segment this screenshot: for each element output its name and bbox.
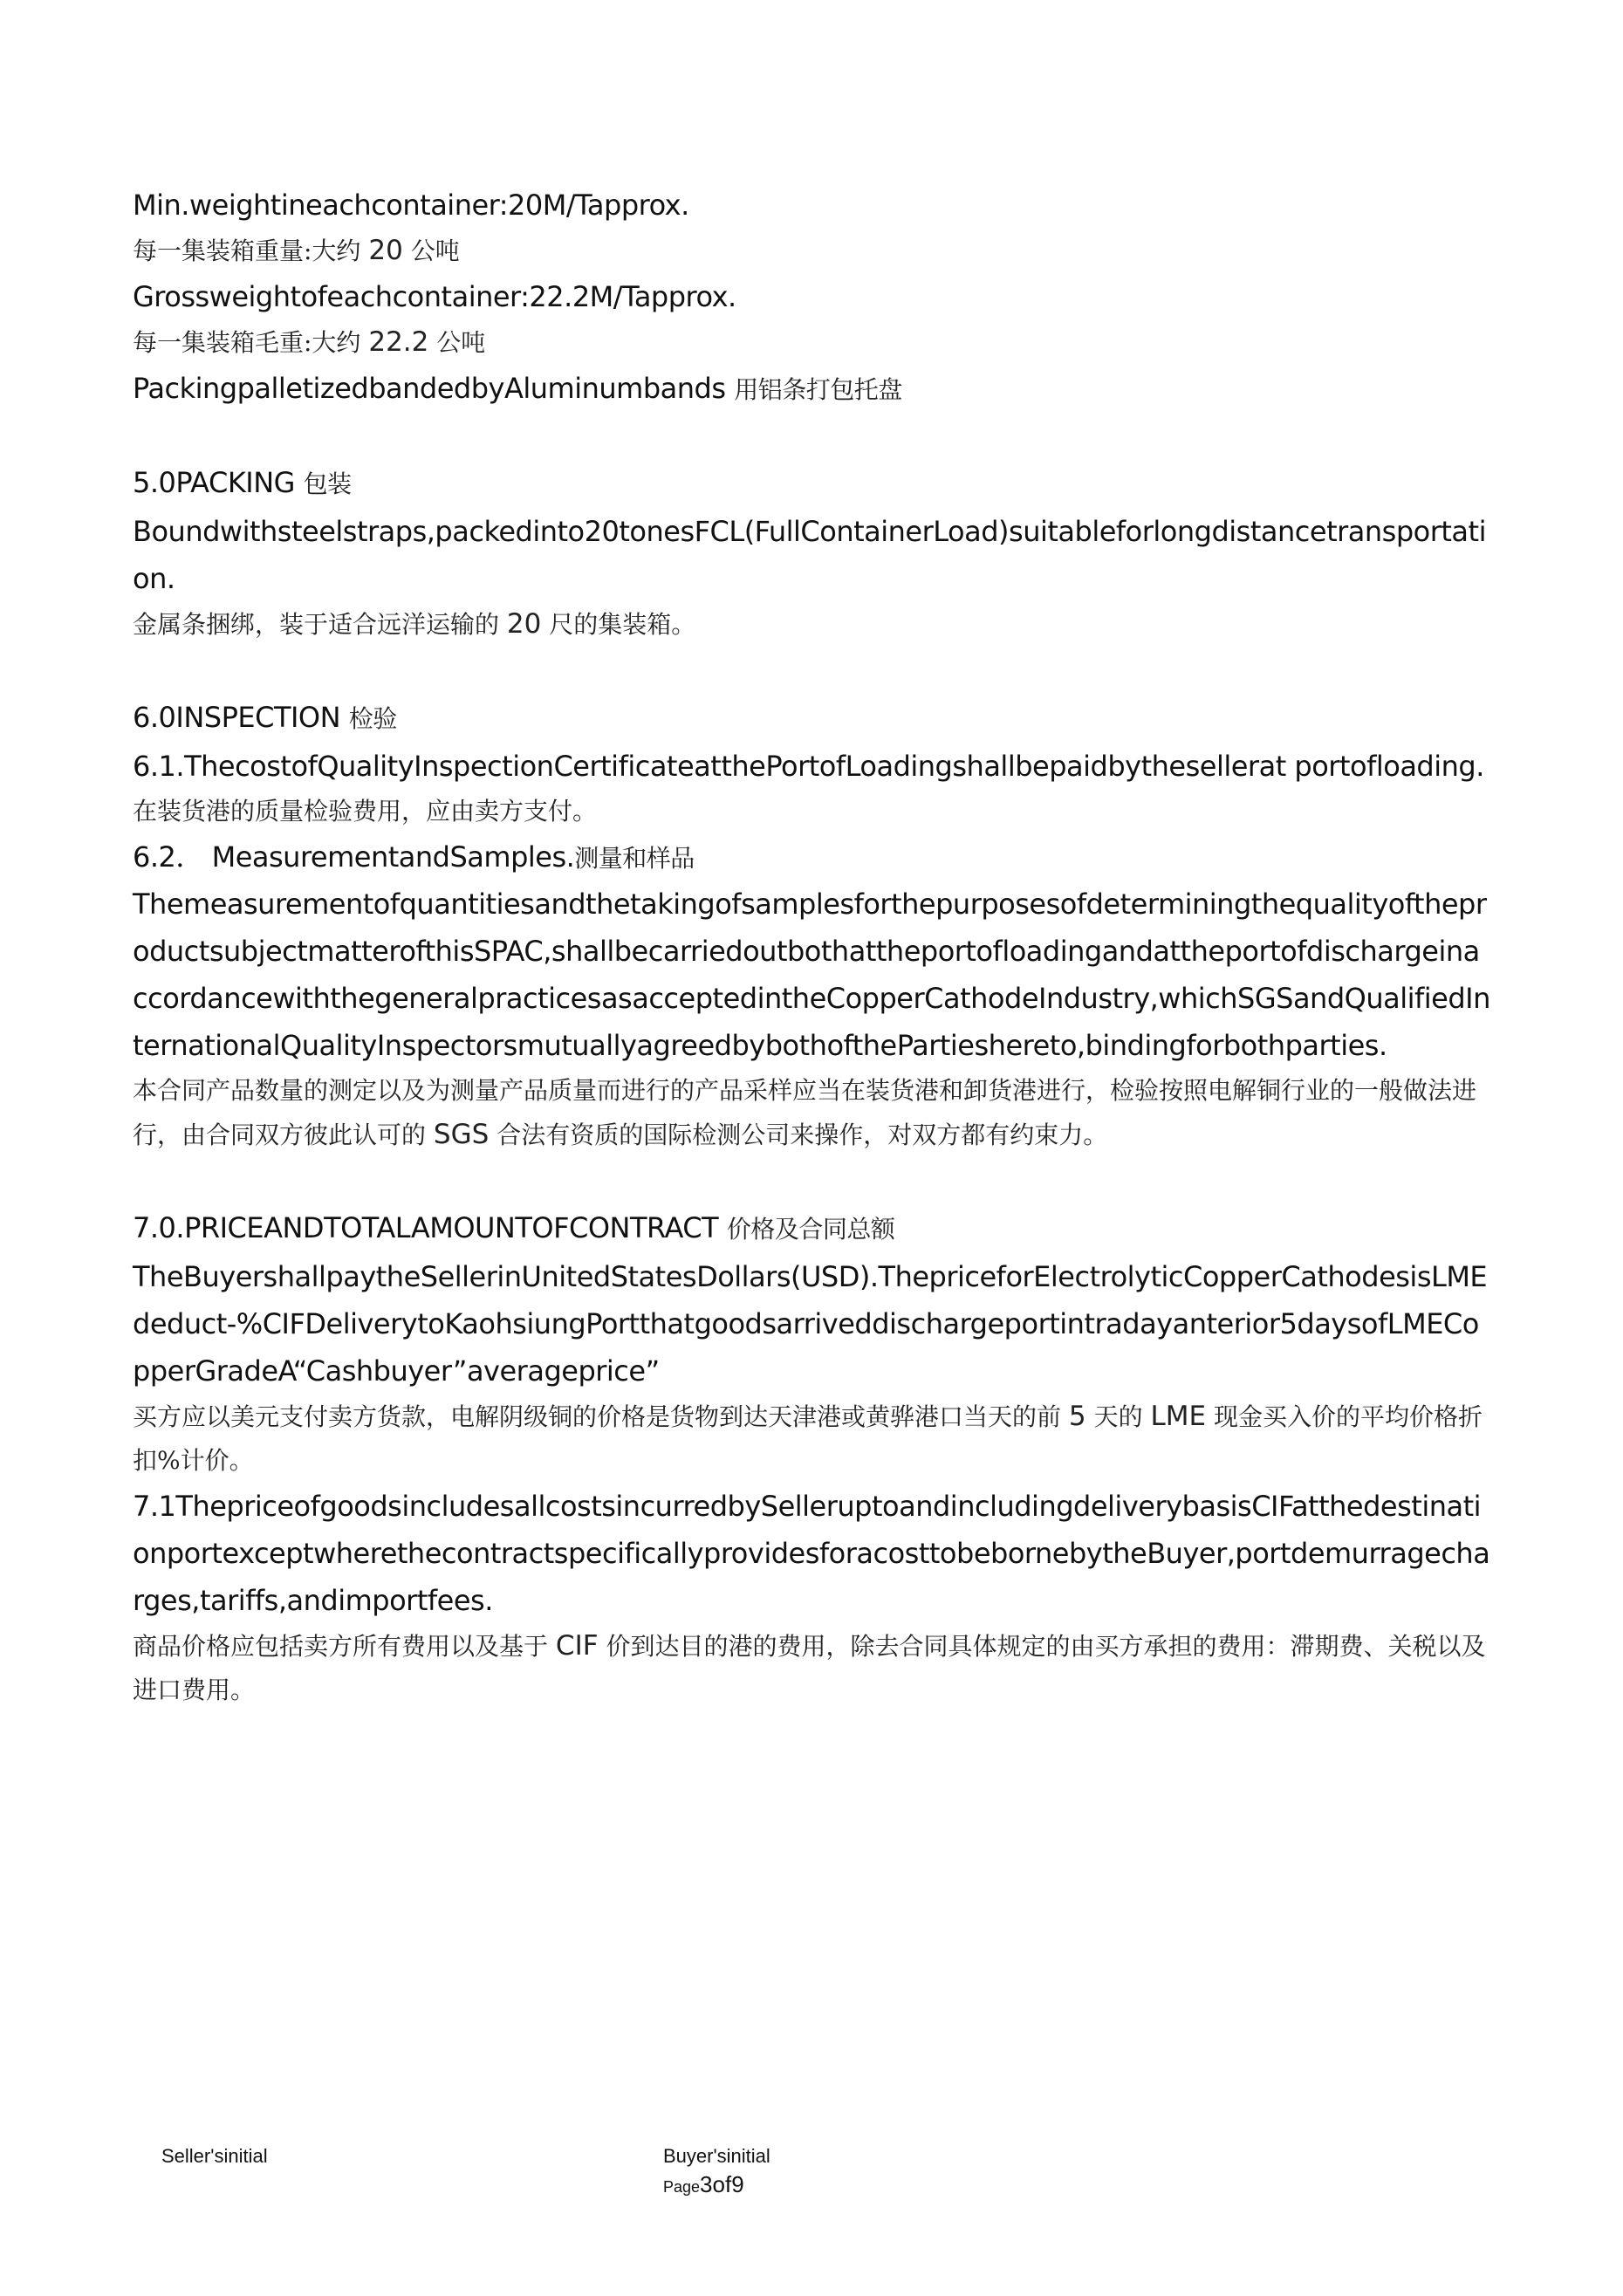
clause-7-1-zh xyxy=(133,1624,1494,1712)
clause-6-2-number: 6.2． xyxy=(133,840,203,874)
clause-6-2-body-zh-a: 本合同产品数量的测定以及为测量产品质量而进行的产品采样应当在装货港和卸货港进行，检验按照电解铜行业的一般做法进行，由合同双方彼此认可的 xyxy=(133,1076,1477,1149)
clause-7-1-zh-b: 价到达目的港的费用，除去合同具体规定的由买方承担的费用：滞期费、关税以及进口费用。 xyxy=(133,1632,1486,1704)
section-7-heading-zh: 价格及合同总额 xyxy=(726,1215,895,1244)
section-5-body-zh-number: 20 xyxy=(506,608,542,640)
section-5-heading-en: 5.0PACKING xyxy=(133,466,295,499)
min-weight-zh-unit: 公吨 xyxy=(410,236,460,265)
clause-6-2-title-en: MeasurementandSamples. xyxy=(211,840,575,874)
clause-6-2-body-zh xyxy=(133,1069,1494,1157)
section-6-heading-zh: 检验 xyxy=(348,704,397,733)
min-weight-zh xyxy=(133,229,1494,273)
gross-weight-zh-number: 22.2 xyxy=(368,326,429,358)
page-content xyxy=(133,182,1494,1712)
section-packing xyxy=(133,459,1494,647)
packing-line xyxy=(133,365,1494,412)
clause-6-1-zh: 在装货港的质量检验费用，应由卖方支付。 xyxy=(133,797,598,826)
section-7-body-zh-c: 现金买入价的平均价格折扣%计价。 xyxy=(133,1402,1483,1475)
buyer-initial-label: Buyer'sinitial xyxy=(663,2145,770,2167)
section-5-heading-zh: 包装 xyxy=(303,469,352,498)
clause-7-1-zh-a: 商品价格应包括卖方所有费用以及基于 xyxy=(133,1632,549,1661)
section-price xyxy=(133,1204,1494,1712)
section-7-heading xyxy=(133,1204,1494,1253)
section-5-heading xyxy=(133,459,1494,508)
seller-initial-label: Seller'sinitial xyxy=(161,2145,268,2167)
clause-6-2-title xyxy=(133,833,1494,881)
page-number-value: 3of9 xyxy=(700,2171,744,2197)
section-7-body-zh-lme: LME xyxy=(1150,1401,1207,1432)
clause-6-2-title-zh: 测量和样品 xyxy=(574,844,695,873)
min-weight-zh-label: 每一集装箱重量:大约 xyxy=(133,236,361,265)
section-6-heading xyxy=(133,694,1494,743)
section-7-body-zh-b: 天的 xyxy=(1093,1402,1143,1431)
min-weight-en: Min.weightineachcontainer:20M/Tapprox. xyxy=(133,188,689,222)
gross-weight-zh xyxy=(133,320,1494,365)
section-5-body-zh-b: 尺的集装箱。 xyxy=(549,610,696,639)
section-7-body-en: TheBuyershallpaytheSellerinUnitedStatesDollars(USD).ThepriceforElectrolyticCopperCathodesisLMEdeduct-%CIFDeliverytoKaohsiungPortthatgoodsarriveddischargeportintradayanterior5daysofLMECopperGradeA“Cashbuyer”averageprice” xyxy=(133,1260,1488,1388)
gross-weight-en: Grossweightofeachcontainer:22.2M/Tapprox. xyxy=(133,280,736,313)
gross-weight-zh-unit: 公吨 xyxy=(436,328,486,357)
clause-7-1-zh-cif: CIF xyxy=(555,1630,599,1662)
section-6-heading-en: 6.0INSPECTION xyxy=(133,701,341,734)
clause-6-2-body-zh-b: 合法有资质的国际检测公司来操作，对双方都有约束力。 xyxy=(496,1121,1108,1149)
clause-6-1-en: 6.1.ThecostofQualityInspectionCertificateatthePortofLoadingshallbepaidbythesellerat portofloading. xyxy=(133,750,1484,783)
section-7-body-zh-number: 5 xyxy=(1068,1401,1086,1432)
clause-6-2-body-zh-sgs: SGS xyxy=(433,1119,490,1150)
clause-7-1-en: 7.1ThepriceofgoodsincludesallcostsincurredbySelleruptoandincludingdeliverybasisCIFatthedestinationportexceptwherethecontractspecificallyprovidesforacosttobebornebytheBuyer,portdemurragecharges,tariffs,andimportfees. xyxy=(133,1490,1490,1617)
section-7-body-zh-a: 买方应以美元支付卖方货款，电解阴级铜的价格是货物到达天津港或黄骅港口当天的前 xyxy=(133,1402,1062,1431)
packing-line-en: PackingpalletizedbandedbyAluminumbands xyxy=(133,372,726,405)
section-7-heading-en: 7.0.PRICEANDTOTALAMOUNTOFCONTRACT xyxy=(133,1211,719,1244)
packing-line-zh: 用铝条打包托盘 xyxy=(734,375,902,404)
clause-6-2-body-en: ThemeasurementofquantitiesandthetakingofsamplesforthepurposesofdeterminingthequalityoftheproductsubjectmatterofthisSPAC,shallbecarriedoutbothattheportofloadingandattheportofdischargeinaccordancewiththegeneralpracticesasacceptedintheCopperCathodeIndustry,whichSGSandQualifiedInternationalQualityInspectorsmutuallyagreedbybothofthePartieshereto,bindingforbothparties. xyxy=(133,888,1490,1062)
section-5-body-zh xyxy=(133,602,1494,647)
page-number-prefix: Page xyxy=(663,2178,701,2196)
page-number xyxy=(663,2171,744,2198)
min-weight-zh-number: 20 xyxy=(368,235,403,266)
section-7-body-zh xyxy=(133,1395,1494,1483)
gross-weight-zh-label: 每一集装箱毛重:大约 xyxy=(133,328,361,357)
section-inspection xyxy=(133,694,1494,1157)
section-5-body-zh-a: 金属条捆绑，装于适合远洋运输的 xyxy=(133,610,500,639)
section-5-body-en: Boundwithsteelstraps,packedinto20tonesFCL(FullContainerLoad)suitableforlongdistancetransportation. xyxy=(133,515,1486,595)
